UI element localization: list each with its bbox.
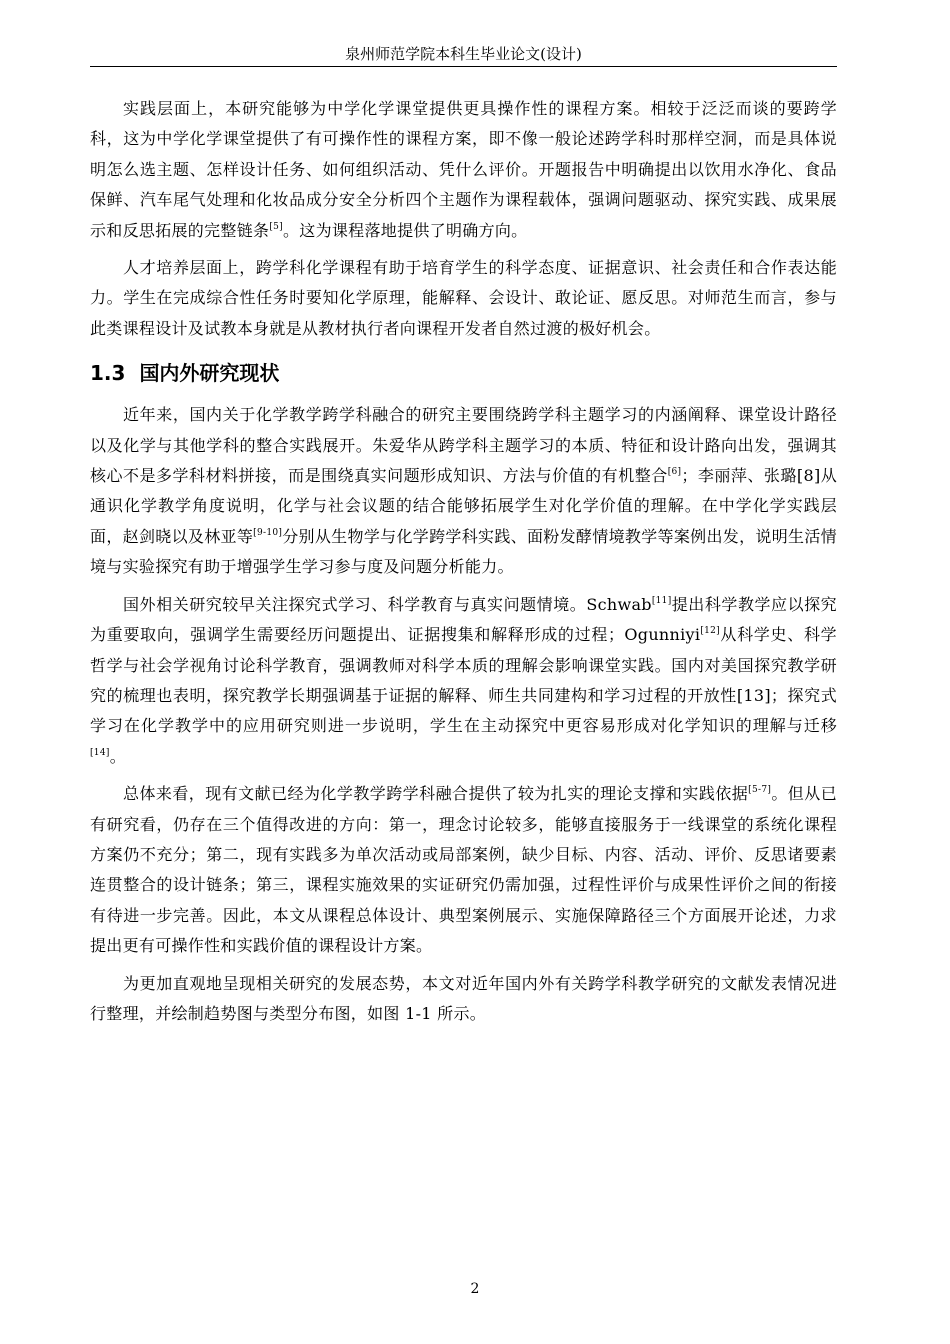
section-number: 1.3 xyxy=(90,361,126,386)
citation-ref: [11] xyxy=(651,595,672,606)
paragraph-text: 总体来看，现有文献已经为化学教学跨学科融合提供了较为扎实的理论支撑和实践依据 xyxy=(123,784,749,804)
citation-ref: [5] xyxy=(269,221,283,232)
paragraph-text: 实践层面上，本研究能够为中学化学课堂提供更具操作性的课程方案。相较于泛泛而谈的要跨学科，这为中学化学课堂提供了有可操作性的课程方案，即不像一般论述跨学科时那样空洞，而是具体说明怎么选主题、怎样设计任务、如何组织活动、凭什么评价。开题报告中明确提出以饮用水净化、食品保鲜、汽车尾气处理和化妆品成分安全分析四个主题作为课程载体，强调问题驱动、探究实践、成果展示和反思拓展的完整链条 xyxy=(90,99,837,240)
citation-ref: [9-10] xyxy=(253,527,283,538)
page-number: 2 xyxy=(470,1281,480,1297)
paragraph-talent-level: 人才培养层面上，跨学科化学课程有助于培育学生的科学态度、证据意识、社会责任和合作表达能力。学生在完成综合性任务时要知化学原理，能解释、会设计、敢论证、愿反思。对师范生而言，参与此类课程设计及试教本身就是从教材执行者向课程开发者自然过渡的极好机会。 xyxy=(90,258,837,338)
paragraph-text: 。这为课程落地提供了明确方向。 xyxy=(282,220,528,240)
paragraph-text: 从科学史、科学哲学与社会学视角讨论科学教育，强调教师对科学本质的理解会影响课堂实践。国内对美国探究教学研究的梳理也表明，探究教学长期强调基于证据的解释、师生共同建构和学习过程的开放性[13]；探究式学习在化学教学中的应用研究则进一步说明，学生在主动探究中更容易形成对化学知识的理解与迁移 xyxy=(90,625,837,736)
citation-ref: [12] xyxy=(700,626,720,637)
paragraph-practice-level xyxy=(90,94,837,246)
paragraph-figure-intro: 为更加直观地呈现相关研究的发展态势，本文对近年国内外有关跨学科教学研究的文献发表情况进行整理，并绘制趋势图与类型分布图，如图 1-1 所示。 xyxy=(90,973,837,1023)
section-title: 国内外研究现状 xyxy=(139,361,280,386)
paragraph-foreign-research xyxy=(90,590,837,772)
paragraph-text: 国外相关研究较早关注探究式学习、科学教育与真实问题情境。Schwab xyxy=(123,594,652,614)
paragraph-text: 近年来，国内关于化学教学跨学科融合的研究主要围绕跨学科主题学习的内涵阐释、课堂设计路径以及化学与其他学科的整合实践展开。朱爱华从跨学科主题学习的本质、特征和设计路向出发，强调其核心不是多学科材料拼接，而是围绕真实问题形成知识、方法与价值的有机整合 xyxy=(90,405,837,486)
paragraph-text: 。但从已有研究看，仍存在三个值得改进的方向：第一，理念讨论较多，能够直接服务于一线课堂的系统化课程方案仍不充分；第二，现有实践多为单次活动或局部案例，缺少目标、内容、活动、评价、反思诸要素连贯整合的设计链条；第三，课程实施效果的实证研究仍需加强，过程性评价与成果性评价之间的衔接有待进一步完善。因此，本文从课程总体设计、典型案例展示、实施保障路径三个方面展开论述，力求提出更有可操作性和实践价值的课程设计方案。 xyxy=(90,784,837,956)
paragraph-summary xyxy=(90,779,837,961)
paragraph-text: 分别从生物学与化学跨学科实践、面粉发酵情境教学等案例出发，说明生活情境与实验探究有助于增强学生学习参与度及问题分析能力。 xyxy=(90,526,837,577)
paragraph-text: 提出科学教学应以探究为重要取向，强调学生需要经历问题提出、证据搜集和解释形成的过程；Ogunniyi xyxy=(90,594,837,645)
header-rule xyxy=(90,66,837,67)
citation-ref: [6] xyxy=(667,467,682,478)
page-body xyxy=(90,94,837,1029)
paragraph-domestic-research xyxy=(90,400,837,582)
paragraph-text: ；李丽萍、张璐[8]从通识化学教学角度说明，化学与社会议题的结合能够拓展学生对化学价值的理解。在中学化学实践层面，赵剑晓以及林亚等 xyxy=(90,466,837,546)
paragraph-text: 。 xyxy=(109,746,126,766)
section-heading xyxy=(90,358,837,388)
citation-ref: [14] xyxy=(90,747,110,758)
citation-ref: [5-7] xyxy=(748,785,772,796)
running-header: 泉州师范学院本科生毕业论文(设计) xyxy=(345,45,582,63)
